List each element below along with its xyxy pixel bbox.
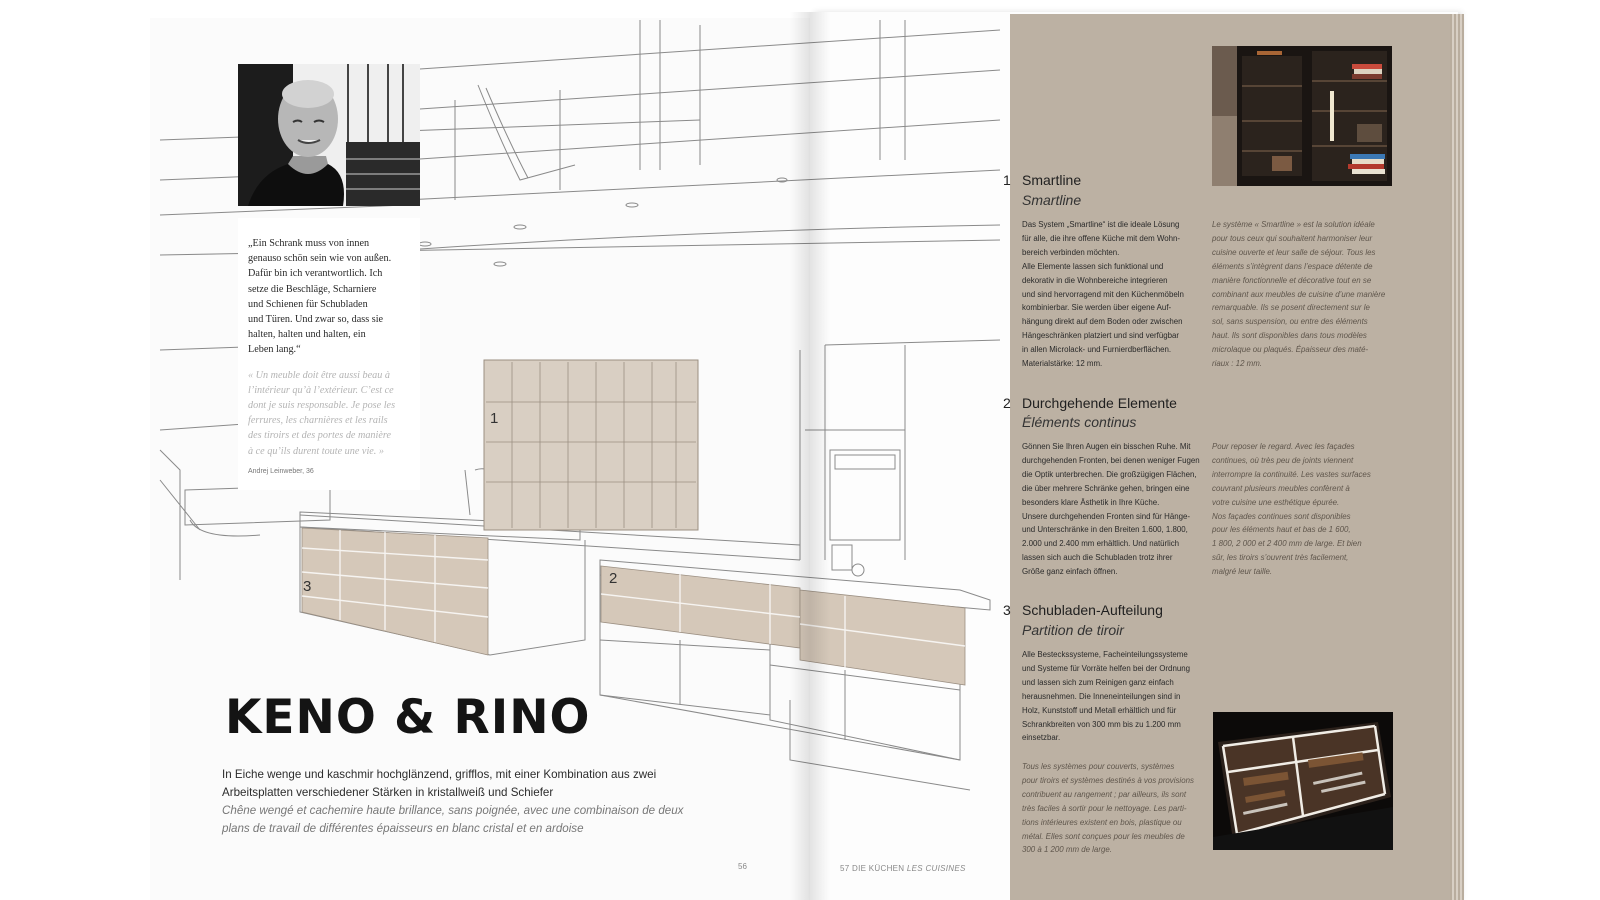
drawing-callout-1: 1 [490, 410, 499, 427]
section-2-subtitle: Éléments continus [1022, 414, 1137, 430]
section-2-number: 2 [1003, 395, 1011, 411]
footer-section-german: DIE KÜCHEN [852, 864, 905, 873]
section-1-body-german: Das System „Smartline“ ist die ideale Lösung für alle, die ihre offene Küche mit dem Wohn- bereich verbinden möchten. Alle Elemente lassen sich funktional und dekorativ in die Wohnbereiche integrieren und sind hervorragend mit den Küchenmöbeln kombinierbar. Sie werden über eigene Auf- hängung direkt auf dem Boden oder zwischen Hängeschränken platziert und sind verfügbar in allen Microlack- und Furnierdberflächen. Materialstärke: 12 mm. [1022, 220, 1184, 369]
section-1-subtitle: Smartline [1022, 192, 1082, 208]
page-edges [1450, 14, 1464, 900]
quote-french: « Un meuble doit être aussi beau à l’intérieur qu’à l’extérieur. C’est ce dont je suis responsable. Je pose les ferrures, les charnières et les rails des tiroirs et des portes de manière à ce qu’ils durent toute une vie. » [248, 369, 396, 457]
footer-section-french: LES CUISINES [906, 864, 966, 873]
book-gutter [790, 12, 830, 900]
section-2-title: Durchgehende Elemente [1022, 395, 1177, 411]
section-1-number: 1 [1003, 172, 1011, 188]
section-1-title: Smartline [1022, 172, 1082, 188]
section-2-body-german: Gönnen Sie Ihren Augen ein bisschen Ruhe. Mit durchgehenden Fronten, bei denen weniger Fugen die Optik unterbrechen. Die großzügigen Flächen, die über mehrere Schränke gehen, bringen eine besonders klare Ästhetik in Ihre Küche. Unsere durchgehenden Fronten sind für Hänge- und Unterschränke in den Breiten 1.600, 1.800, 2.000 und 2.400 mm erhältlich. Und natürlich lassen sich auch die Schubladen trotz ihrer Größe ganz einfach öffnen. [1022, 442, 1200, 577]
intro-german: In Eiche wenge und kaschmir hochglänzend, grifflos, mit einer Kombination aus zwei Arbeitsplatten verschiedener Stärken in kristallweiß und Schiefer [222, 768, 657, 799]
section-3-body-french: Tous les systèmes pour couverts, systèmes pour tiroirs et systèmes destinés à vos provisions contribuent au rangement ; par ailleurs, ils sont très faciles à sortir pour le nettoyage. Les parti- tions intérieures existent en bois, plastique ou métal. Elles sont conçues pour les meubles de 300 à 1 200 mm de large. [1022, 762, 1194, 855]
smartline-photo [1212, 46, 1392, 186]
page-number-right: 57 [840, 864, 850, 873]
drawing-callout-2: 2 [609, 570, 618, 587]
page-footer-right [840, 864, 966, 873]
section-3-number: 3 [1003, 602, 1011, 618]
page-number-left: 56 [738, 862, 747, 871]
section-3-title: Schubladen-Aufteilung [1022, 602, 1163, 618]
quote-credit: Andrej Leinweber, 36 [248, 467, 314, 475]
intro-text [222, 766, 692, 838]
section-2-body-french: Pour reposer le regard. Avec les façades continues, où très peu de joints viennent interrompre la continuité. Les vastes surfaces couvrant plusieurs meubles confèrent à votre cuisine une esthétique épurée. Nos façades continues sont disponibles pour les éléments haut et bas de 1 600, 1 800, 2 000 et 2 400 mm de large. Et bien sûr, les tiroirs s’ouvrent très facilement, malgré leur taille. [1212, 442, 1371, 577]
section-3-body-german: Alle Besteckssysteme, Facheinteilungssysteme und Systeme für Vorräte helfen bei der Ordnung und lassen sich zum Reinigen ganz einfach herausnehmen. Die Inneneinteilungen sind in Holz, Kunststoff und Metall erhältlich und für Schrankbreiten von 300 mm bis zu 1.200 mm einsetzbar. [1022, 650, 1190, 743]
page-title: KENO & RINO [225, 690, 591, 745]
section-3-subtitle: Partition de tiroir [1022, 622, 1124, 638]
portrait-photo [238, 64, 420, 206]
section-1-body-french: Le système « Smartline » est la solution idéale pour tous ceux qui souhaitent harmoniser leur cuisine ouverte et leur salle de séjour. Tous les éléments s’intègrent dans l’espace détente de manière fonctionnelle et décorative tout en se combinant aux meubles de cuisine d’une manière remarquable. Ils se posent directement sur le sol, sans suspension, ou entre des éléments haut. Ils sont disponibles dans tous modèles microlaque ou plaqués. Épaisseur des maté- riaux : 12 mm. [1212, 220, 1386, 369]
drawer-partition-photo [1213, 712, 1393, 850]
drawing-callout-3: 3 [303, 578, 312, 595]
quote-card [238, 218, 420, 490]
quote-german: „Ein Schrank muss von innen genauso schön sein wie von außen. Dafür bin ich verantwortlich. Ich setze die Beschläge, Scharniere und Schienen für Schubladen und Türen. Und zwar so, dass sie halten, halten und halten, ein Leben lang.“ [248, 238, 392, 356]
intro-french: Chêne wengé et cachemire haute brillance, sans poignée, avec une combinaison de deux plans de travail de différentes épaisseurs en blanc cristal et en ardoise [222, 804, 684, 835]
